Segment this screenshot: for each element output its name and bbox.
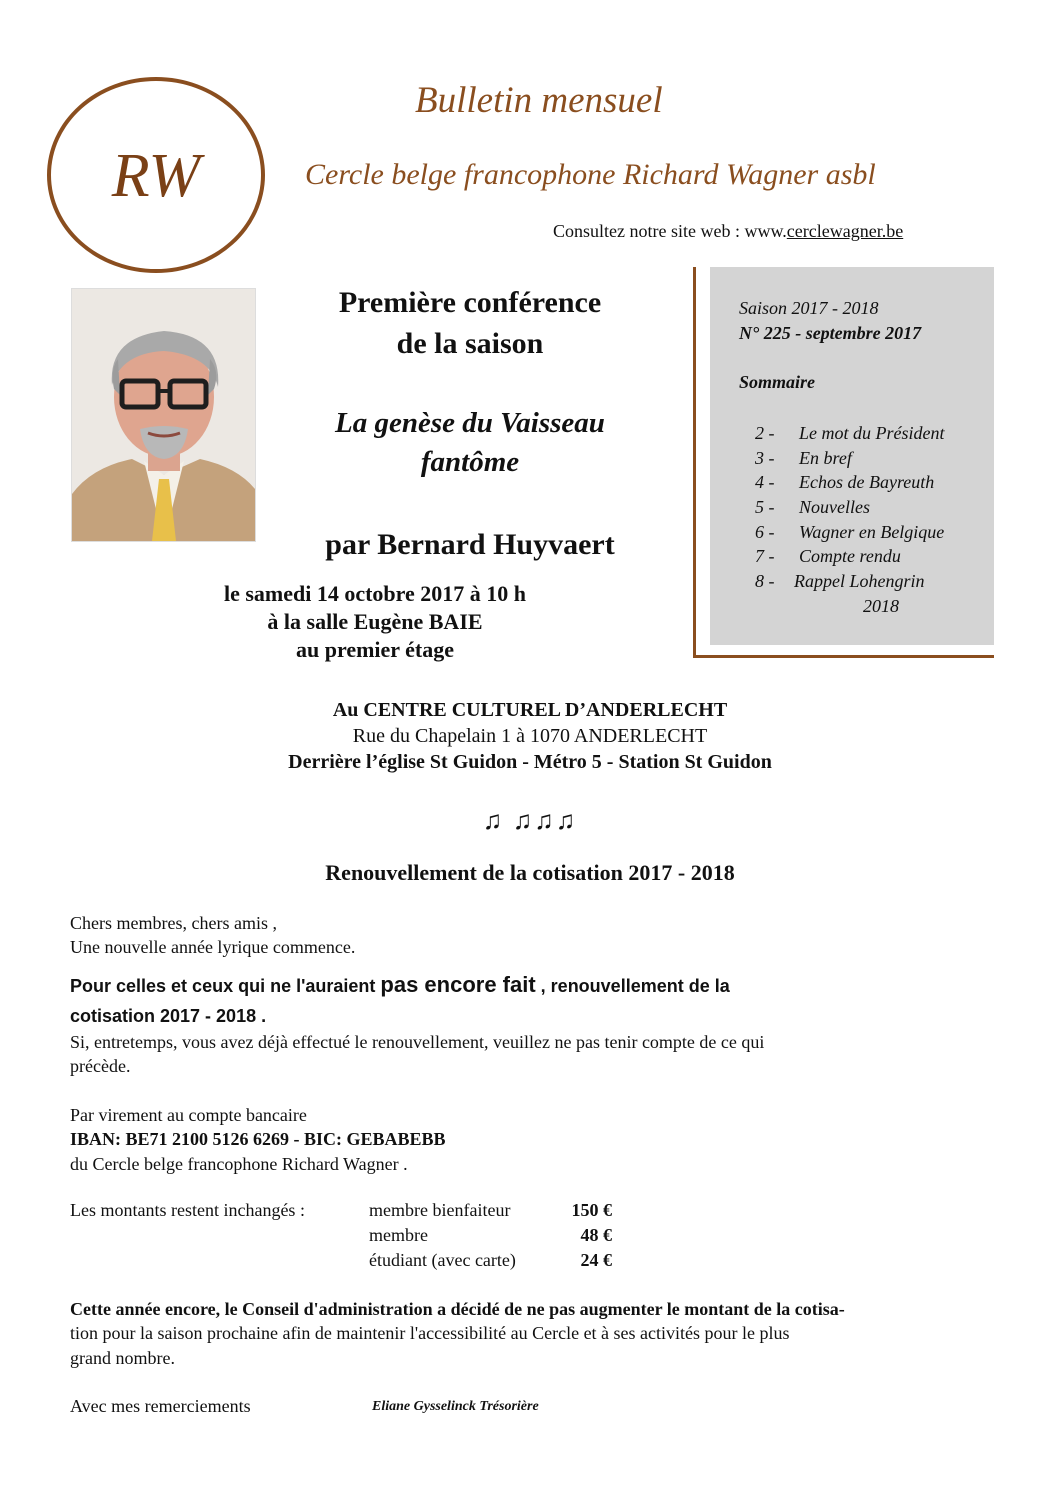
summary-item-number: 5 - [755, 497, 775, 517]
summary-item-label: Rappel Lohengrin [794, 571, 925, 591]
bulletin-title: Bulletin mensuel [415, 80, 663, 121]
summary-item-continuation: 2018 [863, 596, 899, 616]
speaker-photo [71, 288, 256, 542]
greeting: Chers membres, chers amis , [70, 913, 277, 933]
music-notes-separator: ♫ ♫♫♫ [482, 806, 578, 835]
website-link[interactable]: cerclewagner.be [786, 221, 904, 241]
summary-item-number: 7 - [755, 546, 775, 566]
summary-item-label: Wagner en Belgique [799, 522, 945, 542]
conference-title-line: de la saison [396, 327, 544, 360]
amount-label: membre bienfaiteur [369, 1200, 511, 1220]
summary-item-label: Nouvelles [799, 497, 870, 517]
highlight-part: , renouvellement de la [535, 976, 730, 996]
decision-line: Cette année encore, le Conseil d'administration a décidé de ne pas augmenter le montant de la cotisa- [70, 1299, 845, 1319]
signature: Eliane Gysselinck Trésorière [372, 1399, 539, 1414]
thanks-text: Avec mes remerciements [70, 1396, 251, 1416]
amount-value: 48 € [580, 1225, 612, 1245]
highlight-emphasis: pas encore fait [380, 972, 536, 997]
speaker-portrait-image [72, 289, 255, 541]
issue-label: N° 225 - septembre 2017 [739, 323, 922, 343]
amount-label: membre [369, 1225, 428, 1245]
summary-item-number: 3 - [755, 448, 775, 468]
logo: RW [111, 142, 201, 210]
summary-item-label: Compte rendu [799, 546, 901, 566]
summary-item-label: Le mot du Président [799, 423, 945, 443]
conference-topic [265, 404, 675, 482]
summary-item-number: 2 - [755, 423, 775, 443]
website-line [553, 219, 903, 243]
amounts-intro: Les montants restent inchangés : [70, 1200, 305, 1220]
conference-title [280, 282, 660, 364]
summary-box-border-bottom [693, 655, 994, 658]
conference-details [120, 580, 630, 664]
conference-room: à la salle Eugène BAIE [267, 609, 483, 634]
highlight-part: Pour celles et ceux qui ne l'auraient [70, 976, 381, 996]
summary-item-label: Echos de Bayreuth [799, 472, 935, 492]
summary-item-number: 8 - [755, 571, 775, 591]
venue-address: Rue du Chapelain 1 à 1070 ANDERLECHT [352, 725, 708, 747]
venue-block [190, 697, 870, 775]
note-line: Si, entretemps, vous avez déjà effectué le renouvellement, veuillez ne pas tenir compte de ce qui [70, 1032, 765, 1052]
conference-topic-line: fantôme [420, 446, 520, 478]
renewal-highlight [70, 972, 730, 999]
summary-item-number: 4 - [755, 472, 775, 492]
decision-line: grand nombre. [70, 1348, 175, 1368]
website-prefix: Consultez notre site web : www. [553, 221, 787, 241]
summary-box-border-left [693, 267, 696, 658]
amount-value: 24 € [580, 1250, 612, 1270]
transfer-text: Par virement au compte bancaire [70, 1105, 307, 1125]
note-line: précède. [70, 1056, 131, 1076]
conference-title-line: Première conférence [338, 286, 602, 319]
conference-date: le samedi 14 octobre 2017 à 10 h [223, 581, 527, 606]
summary-item-number: 6 - [755, 522, 775, 542]
intro-text: Une nouvelle année lyrique commence. [70, 937, 356, 957]
venue-name: Au CENTRE CULTUREL D’ANDERLECHT [332, 699, 728, 721]
bulletin-subtitle: Cercle belge francophone Richard Wagner asbl [305, 158, 876, 191]
conference-topic-line: La genèse du Vaisseau [335, 407, 605, 439]
amount-label: étudiant (avec carte) [369, 1250, 516, 1270]
venue-access: Derrière l’église St Guidon - Métro 5 - Station St Guidon [288, 751, 772, 773]
conference-floor: au premier étage [295, 637, 455, 662]
bank-details: IBAN: BE71 2100 5126 6269 - BIC: GEBABEBB [70, 1129, 446, 1149]
summary-item-label: En bref [799, 448, 852, 468]
account-holder: du Cercle belge francophone Richard Wagner . [70, 1154, 408, 1174]
decision-line: tion pour la saison prochaine afin de maintenir l'accessibilité au Cercle et à ses activités pour le plus [70, 1323, 790, 1343]
season-label: Saison 2017 - 2018 [739, 298, 879, 318]
amount-value: 150 € [571, 1200, 612, 1220]
conference-speaker: par Bernard Huyvaert [325, 528, 615, 561]
renewal-title: Renouvellement de la cotisation 2017 - 2018 [325, 860, 735, 885]
renewal-highlight-cont: cotisation 2017 - 2018 . [70, 1006, 267, 1026]
summary-title: Sommaire [739, 372, 816, 392]
